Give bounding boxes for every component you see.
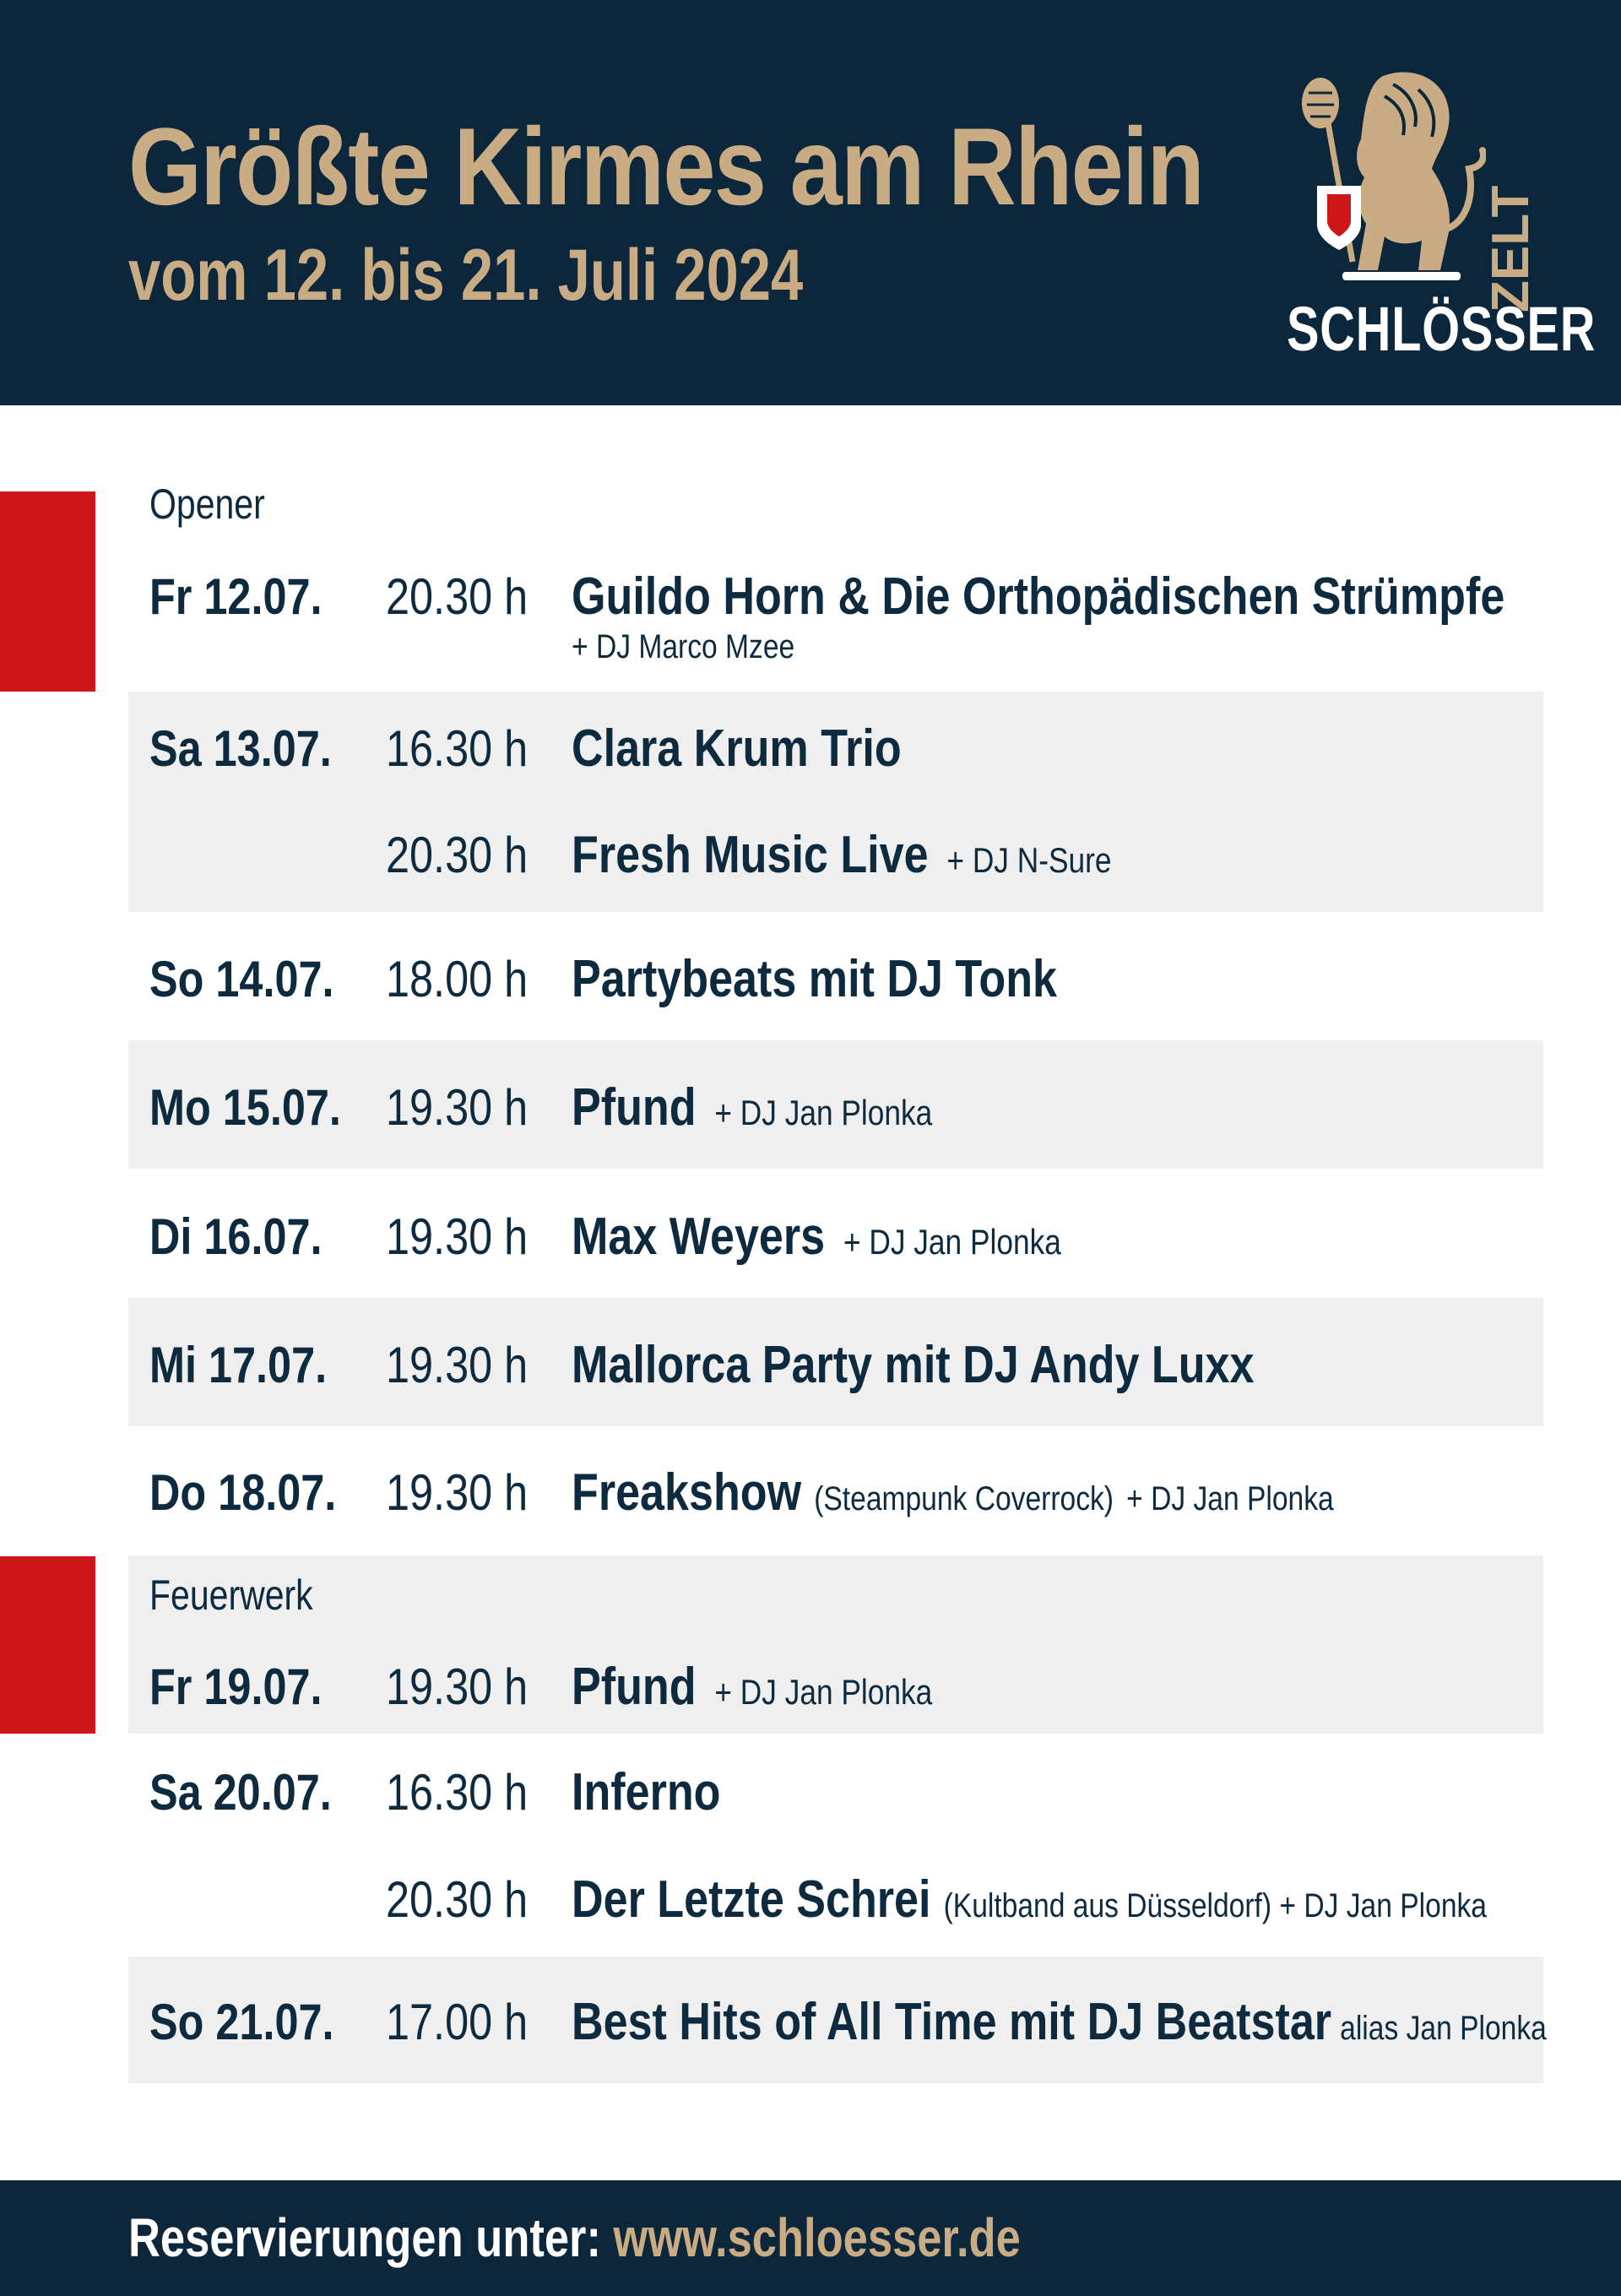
- act-name: Pfund: [572, 1078, 697, 1137]
- schedule-time: 19.30 h: [386, 1208, 529, 1265]
- schedule-act: [572, 1658, 932, 1730]
- act-support: + DJ Jan Plonka: [843, 1222, 1061, 1262]
- schedule-date: Fr 19.07.: [149, 1658, 323, 1715]
- schedule-time: 20.30 h: [386, 827, 529, 883]
- schedule-time: 16.30 h: [386, 1764, 529, 1821]
- schedule-time: 19.30 h: [386, 1658, 529, 1715]
- schedule-date: So 14.07.: [149, 951, 334, 1007]
- schedule-date: Do 18.07.: [149, 1464, 337, 1521]
- schedule-act: [572, 1763, 720, 1836]
- schedule-time: 16.30 h: [386, 720, 529, 777]
- act-name: Guildo Horn & Die Orthopädischen Strümpfe: [572, 567, 1505, 626]
- act-name: Clara Krum Trio: [572, 719, 902, 778]
- schedule-date: Sa 13.07.: [149, 720, 332, 777]
- act-name: Fresh Music Live: [572, 826, 929, 884]
- act-support: + DJ N-Sure: [946, 840, 1112, 880]
- schedule-act: [572, 1870, 1487, 1943]
- opener-label: Opener: [149, 480, 265, 528]
- schedule-time: 18.00 h: [386, 951, 529, 1007]
- schedule-date: Sa 20.07.: [149, 1764, 332, 1821]
- act-name: Pfund: [572, 1658, 697, 1716]
- footer-reservation: [128, 2206, 1021, 2270]
- act-genre: (Kultband aus Düsseldorf) + DJ Jan Plonka: [943, 1887, 1488, 1924]
- opener-marker: [0, 491, 95, 692]
- schedule-act: [572, 719, 902, 792]
- act-support: + DJ Jan Plonka: [1126, 1480, 1334, 1517]
- act-name: Mallorca Party mit DJ Andy Luxx: [572, 1336, 1255, 1394]
- logo-wordmark: SCHLÖSSER: [1287, 294, 1597, 364]
- schedule-time: 19.30 h: [386, 1464, 529, 1521]
- page-title: Größte Kirmes am Rhein: [128, 105, 1204, 228]
- footer-label: Reservierungen unter:: [128, 2207, 601, 2268]
- schedule-time: 19.30 h: [386, 1079, 529, 1136]
- logo-suffix: ZELT: [1482, 185, 1540, 312]
- act-support: + DJ Jan Plonka: [714, 1672, 933, 1712]
- page-subtitle: vom 12. bis 21. Juli 2024: [128, 235, 804, 316]
- schedule-time: 19.30 h: [386, 1337, 529, 1393]
- act-name: Max Weyers: [572, 1208, 826, 1266]
- act-name: Partybeats mit DJ Tonk: [572, 950, 1057, 1008]
- schedule-date: So 21.07.: [149, 1994, 334, 2050]
- website-link[interactable]: www.schloesser.de: [613, 2207, 1021, 2268]
- act-alias: alias Jan Plonka: [1340, 2010, 1547, 2047]
- schedule-date: Mi 17.07.: [149, 1337, 328, 1393]
- schedule-act: [572, 1336, 1254, 1409]
- act-name: Der Letzte Schrei: [572, 1870, 931, 1929]
- schedule-act: [572, 950, 1057, 1023]
- act-name: Best Hits of All Time mit DJ Beatstar: [572, 1993, 1332, 2051]
- schedule-time: 17.00 h: [386, 1994, 529, 2050]
- schedule-act: [572, 826, 1111, 898]
- schedule-act: [572, 1463, 1334, 1536]
- schedule-act: [572, 1078, 932, 1151]
- act-name: Inferno: [572, 1763, 721, 1821]
- schedule-time: 20.30 h: [386, 568, 529, 625]
- act-genre: (Steampunk Coverrock): [814, 1480, 1114, 1517]
- schedule-date: Mo 15.07.: [149, 1079, 341, 1136]
- fireworks-label: Feuerwerk: [149, 1571, 313, 1619]
- schedule-act: [572, 1993, 1547, 2065]
- lion-icon: [1283, 59, 1486, 296]
- act-support: + DJ Jan Plonka: [714, 1093, 933, 1132]
- schedule-date: Di 16.07.: [149, 1208, 323, 1265]
- schedule-act: [572, 1208, 1061, 1280]
- schedule-date: Fr 12.07.: [149, 568, 323, 625]
- fireworks-marker: [0, 1556, 95, 1734]
- schedule-time: 20.30 h: [386, 1871, 529, 1928]
- act-name: Freakshow: [572, 1463, 802, 1522]
- act-support: + DJ Marco Mzee: [572, 628, 795, 665]
